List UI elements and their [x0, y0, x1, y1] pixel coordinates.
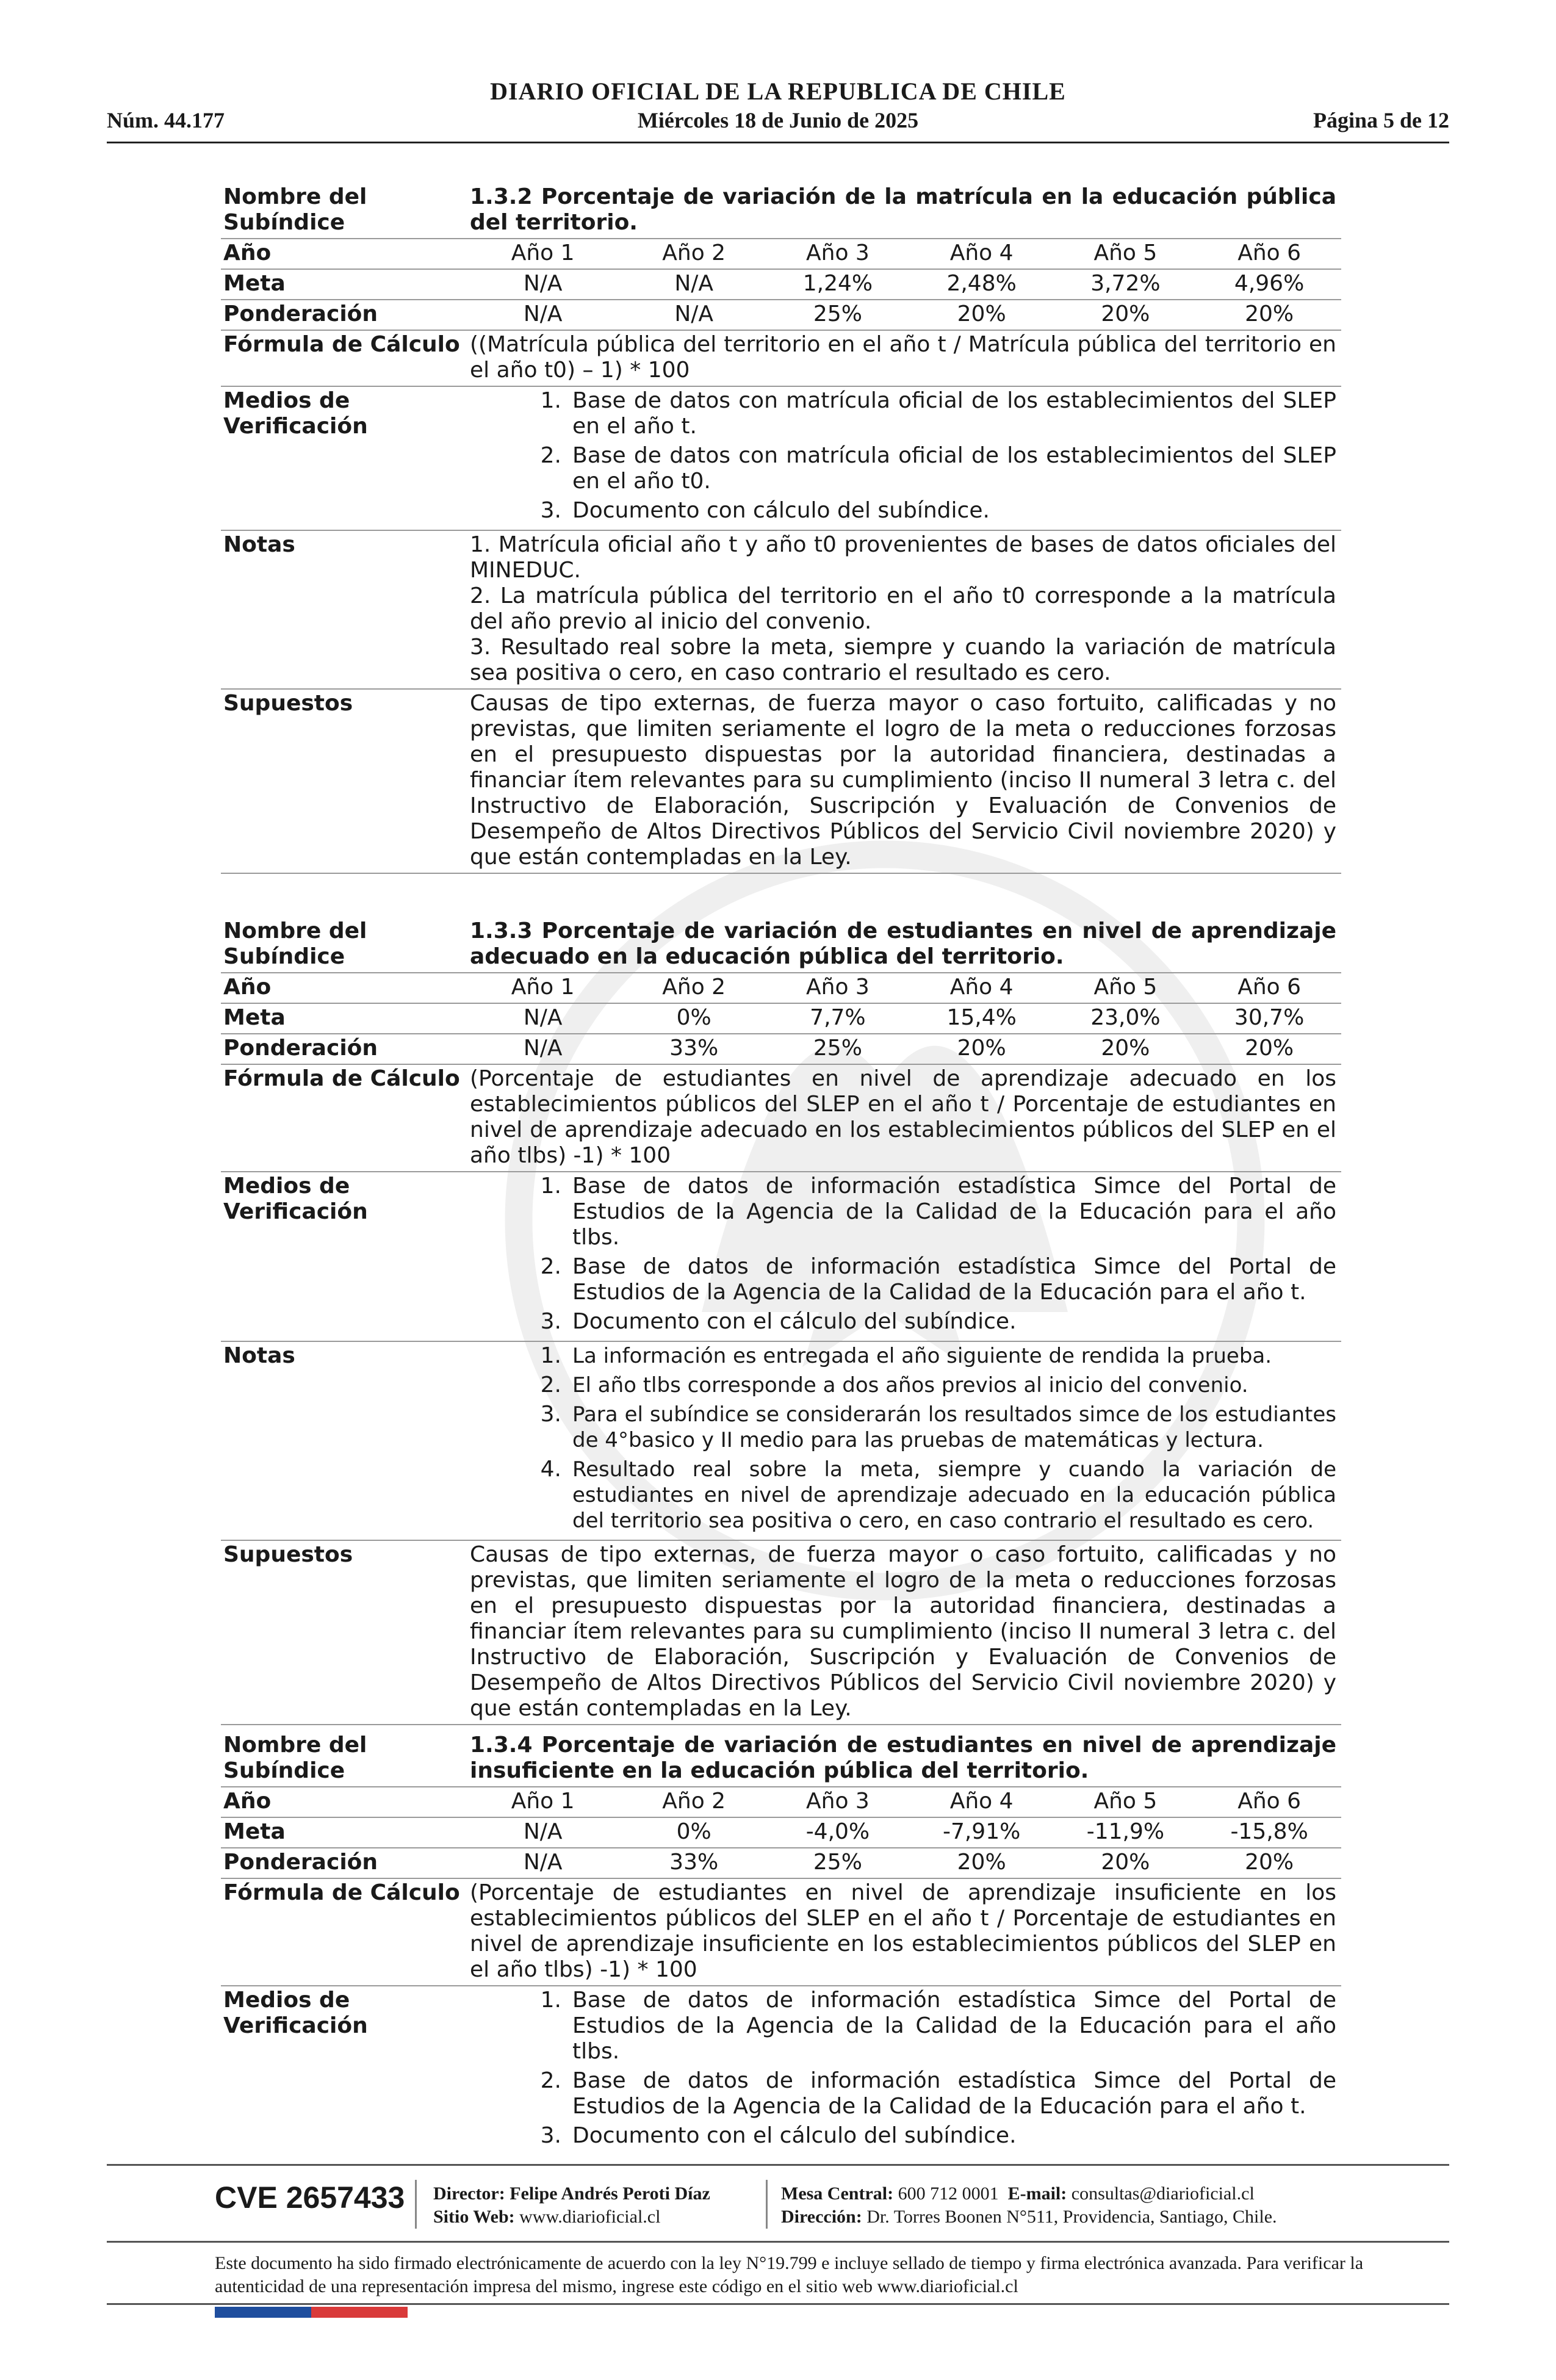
header-divider [107, 142, 1449, 143]
year-row [221, 1787, 1341, 1818]
footer-contact-right [781, 2182, 1277, 2229]
meta-cell: N/A [523, 1819, 563, 1844]
footer-contact-left [433, 2182, 710, 2229]
meta-cell: 4,96% [1234, 271, 1305, 296]
subindex-table-1-3-2 [221, 183, 1341, 874]
meta-cell: 2,48% [946, 271, 1017, 296]
subindex-name: 1.3.2 Porcentaje de variación de la matrícula en la educación pública del territorio. [470, 184, 1336, 235]
note-paragraph: 3. Resultado real sobre la meta, siempre y cuando la variación de matrícula sea positiva o cero, en caso contrario el resultado es cero. [470, 635, 1336, 685]
label-formula: Fórmula de Cálculo [223, 1880, 460, 1905]
weight-cell: 20% [1245, 1850, 1294, 1875]
list-item: 2. Base de datos de información estadística Simce del Portal de Estudios de la Agencia de la Calidad de la Educación para el año t. [540, 1254, 1336, 1305]
weight-cell: 20% [957, 1036, 1006, 1061]
year-cell: Año 4 [949, 1789, 1014, 1814]
address-text: Dr. Torres Boonen N°511, Providencia, Santiago, Chile. [866, 2207, 1277, 2227]
year-cell: Año 3 [806, 240, 870, 265]
weight-cell: 20% [1101, 1850, 1150, 1875]
formula-row [221, 1879, 1341, 1986]
flag-stripe-red [311, 2307, 408, 2318]
label-notes: Notas [223, 1343, 295, 1368]
year-cell: Año 1 [511, 1789, 575, 1814]
meta-cell: -4,0% [805, 1819, 870, 1844]
page-number: Página 5 de 12 [1313, 108, 1449, 132]
weight-row [221, 1848, 1341, 1879]
weight-cell: 20% [957, 301, 1006, 326]
year-cell: Año 5 [1093, 240, 1158, 265]
list-item: 4. Resultado real sobre la meta, siempre y cuando la variación de estudiantes en nivel de aprendizaje adecuado en la educación pública del territorio sea positiva o cero, en caso contrario el resultado es cero. [540, 1457, 1336, 1533]
notes-row [221, 531, 1341, 690]
weight-cell: 33% [669, 1036, 719, 1061]
label-verification: Medios de Verificación [223, 388, 368, 439]
label-formula: Fórmula de Cálculo [223, 332, 460, 357]
weight-cell: 25% [813, 301, 862, 326]
weight-cell: 33% [669, 1850, 719, 1875]
meta-row [221, 1004, 1341, 1034]
weight-cell: 25% [813, 1850, 862, 1875]
meta-cell: N/A [674, 271, 714, 296]
cve-code: CVE 2657433 [215, 2180, 405, 2215]
footer-divider [107, 2303, 1449, 2305]
label-name: Nombre del Subíndice [223, 184, 367, 235]
list-item: 2. Base de datos de información estadística Simce del Portal de Estudios de la Agencia de la Calidad de la Educación para el año t. [540, 2068, 1336, 2119]
year-cell: Año 5 [1093, 1789, 1158, 1814]
weight-row [221, 1034, 1341, 1065]
weight-cell: N/A [523, 301, 563, 326]
label-goal: Meta [223, 271, 286, 296]
meta-cell: 15,4% [946, 1005, 1017, 1030]
subindex-name: 1.3.4 Porcentaje de variación de estudiantes en nivel de aprendizaje insuficiente en la educación pública del territorio. [470, 1733, 1336, 1783]
list-item: 1. La información es entregada el año siguiente de rendida la prueba. [540, 1343, 1272, 1368]
web-link[interactable]: www.diarioficial.cl [519, 2207, 661, 2227]
notes-row [221, 1342, 1341, 1541]
list-item: 3. Documento con cálculo del subíndice. [540, 498, 990, 523]
address-label: Dirección: [781, 2207, 862, 2227]
label-goal: Meta [223, 1005, 286, 1030]
year-cell: Año 6 [1237, 240, 1302, 265]
meta-row [221, 1818, 1341, 1848]
list-item: 3. Documento con el cálculo del subíndice. [540, 1309, 1017, 1334]
label-assumptions: Supuestos [223, 691, 353, 716]
note-paragraph: 1. Matrícula oficial año t y año t0 provenientes de bases de datos oficiales del MINEDUC. [470, 532, 1336, 583]
verification-row [221, 387, 1341, 531]
name-row [221, 183, 1341, 239]
label-assumptions: Supuestos [223, 1542, 353, 1567]
meta-cell: 3,72% [1090, 271, 1161, 296]
footer-separator [766, 2180, 768, 2229]
page-header [107, 72, 1449, 145]
assumptions-text: Causas de tipo externas, de fuerza mayor o caso fortuito, calificadas y no previstas, que limiten seriamente el logro de la meta o reducciones forzosas en el presupuesto dispuestas por la autoridad financiera, destinadas a financiar ítem relevantes para su cumplimiento (inciso II numeral 3 letra c. del Instructivo de Elaboración, Suscripción y Evaluación de Convenios de Desempeño de Altos Directivos Públicos del Servicio Civil noviembre 2020) y que están contempladas en la Ley. [470, 691, 1336, 870]
subindex-table-1-3-3 [221, 917, 1341, 1725]
label-weight: Ponderación [223, 301, 378, 326]
label-name: Nombre del Subíndice [223, 1733, 367, 1783]
issue-date: Miércoles 18 de Junio de 2025 [637, 108, 919, 132]
year-cell: Año 1 [511, 975, 575, 1000]
label-weight: Ponderación [223, 1850, 378, 1875]
weight-cell: N/A [523, 1850, 563, 1875]
year-cell: Año 4 [949, 240, 1014, 265]
flag-stripe-blue [215, 2307, 311, 2318]
weight-row [221, 300, 1341, 331]
label-goal: Meta [223, 1819, 286, 1844]
label-verification: Medios de Verificación [223, 1988, 368, 2038]
year-cell: Año 2 [662, 240, 726, 265]
meta-cell: 7,7% [810, 1005, 866, 1030]
weight-cell: 20% [957, 1850, 1006, 1875]
name-row [221, 1731, 1341, 1787]
weight-cell: N/A [523, 1036, 563, 1061]
year-cell: Año 5 [1093, 975, 1158, 1000]
formula-text: (Porcentaje de estudiantes en nivel de aprendizaje insuficiente en los establecimientos públicos del SLEP en el año t / Porcentaje de estudiantes en nivel de aprendizaje insuficiente en los establecimientos públicos del SLEP en el año tlbs) -1) * 100 [470, 1880, 1336, 1982]
meta-cell: -7,91% [942, 1819, 1021, 1844]
web-label: Sitio Web: [433, 2207, 515, 2227]
label-formula: Fórmula de Cálculo [223, 1066, 460, 1091]
phone-label: Mesa Central: [781, 2183, 894, 2204]
weight-cell: 20% [1101, 1036, 1150, 1061]
year-cell: Año 4 [949, 975, 1014, 1000]
director-name: Felipe Andrés Peroti Díaz [510, 2183, 710, 2204]
subindex-name: 1.3.3 Porcentaje de variación de estudiantes en nivel de aprendizaje adecuado en la educación pública del territorio. [470, 918, 1336, 969]
newspaper-title: DIARIO OFICIAL DE LA REPUBLICA DE CHILE [490, 78, 1066, 105]
list-item: 1. Base de datos de información estadística Simce del Portal de Estudios de la Agencia de la Calidad de la Educación para el año tlbs. [540, 1174, 1336, 1250]
name-row [221, 917, 1341, 973]
director-label: Director: [433, 2183, 505, 2204]
assumptions-text: Causas de tipo externas, de fuerza mayor o caso fortuito, calificadas y no previstas, que limiten seriamente el logro de la meta o reducciones forzosas en el presupuesto dispuestas por la autoridad financiera, destinadas a financiar ítem relevantes para su cumplimiento (inciso II numeral 3 letra c. del Instructivo de Elaboración, Suscripción y Evaluación de Convenios de Desempeño de Altos Directivos Públicos del Servicio Civil noviembre 2020) y que están contempladas en la Ley. [470, 1542, 1336, 1721]
label-name: Nombre del Subíndice [223, 918, 367, 969]
subindex-table-1-3-4 [221, 1731, 1341, 2155]
meta-cell: N/A [523, 271, 563, 296]
meta-cell: 30,7% [1234, 1005, 1305, 1030]
weight-cell: 20% [1245, 1036, 1294, 1061]
year-cell: Año 3 [806, 1789, 870, 1814]
label-year: Año [223, 240, 272, 265]
phone-number: 600 712 0001 [898, 2183, 999, 2204]
year-cell: Año 3 [806, 975, 870, 1000]
weight-cell: 25% [813, 1036, 862, 1061]
label-weight: Ponderación [223, 1036, 378, 1061]
footer-divider [107, 2241, 1449, 2243]
label-year: Año [223, 975, 272, 1000]
weight-cell: 20% [1101, 301, 1150, 326]
list-item: 3. Documento con el cálculo del subíndice. [540, 2123, 1017, 2148]
label-verification: Medios de Verificación [223, 1174, 368, 1224]
meta-row [221, 270, 1341, 300]
assumptions-row [221, 690, 1341, 874]
year-cell: Año 6 [1237, 1789, 1302, 1814]
formula-text: ((Matrícula pública del territorio en el año t / Matrícula pública del territorio en el año t0) – 1) * 100 [470, 332, 1336, 383]
legal-notice: Este documento ha sido firmado electrónicamente de acuerdo con la ley N°19.799 e incluye sellado de tiempo y firma electrónica avanzada. Para verificar la autenticidad de una representación impresa del mismo, ingrese este código en el sitio web www.diarioficial.cl [215, 2253, 1364, 2296]
formula-row [221, 331, 1341, 387]
formula-text: (Porcentaje de estudiantes en nivel de aprendizaje adecuado en los establecimientos públicos del SLEP en el año t / Porcentaje de estudiantes en nivel de aprendizaje adecuado en los establecimientos públicos del SLEP en el año tlbs) -1) * 100 [470, 1066, 1336, 1168]
verification-row [221, 1172, 1341, 1342]
meta-cell: 0% [676, 1819, 711, 1844]
label-year: Año [223, 1789, 272, 1814]
year-cell: Año 1 [511, 240, 575, 265]
label-notes: Notas [223, 532, 295, 557]
year-cell: Año 2 [662, 975, 726, 1000]
weight-cell: 20% [1245, 301, 1294, 326]
list-item: 1. Base de datos con matrícula oficial de los establecimientos del SLEP en el año t. [540, 388, 1336, 439]
footer-divider [107, 2164, 1449, 2166]
year-row [221, 239, 1341, 270]
list-item: 3. Para el subíndice se considerarán los resultados simce de los estudiantes de 4°basico y II medio para las pruebas de matemáticas y lectura. [540, 1402, 1336, 1452]
meta-cell: N/A [523, 1005, 563, 1030]
meta-cell: 23,0% [1090, 1005, 1161, 1030]
list-item: 2. Base de datos con matrícula oficial de los establecimientos del SLEP en el año t0. [540, 443, 1336, 494]
meta-cell: 1,24% [802, 271, 873, 296]
meta-cell: -15,8% [1230, 1819, 1308, 1844]
formula-row [221, 1065, 1341, 1172]
footer-separator [415, 2180, 417, 2229]
weight-cell: N/A [674, 301, 714, 326]
list-item: 2. El año tlbs corresponde a dos años previos al inicio del convenio. [540, 1372, 1248, 1397]
email-label: E-mail: [1007, 2183, 1067, 2204]
meta-cell: 0% [676, 1005, 711, 1030]
issue-number: Núm. 44.177 [107, 108, 225, 132]
email-link[interactable]: consultas@diarioficial.cl [1071, 2183, 1255, 2204]
year-row [221, 973, 1341, 1004]
year-cell: Año 2 [662, 1789, 726, 1814]
verification-row [221, 1986, 1341, 2155]
list-item: 1. Base de datos de información estadística Simce del Portal de Estudios de la Agencia de la Calidad de la Educación para el año tlbs. [540, 1988, 1336, 2064]
note-paragraph: 2. La matrícula pública del territorio en el año t0 corresponde a la matrícula del año previo al inicio del convenio. [470, 583, 1336, 634]
assumptions-row [221, 1541, 1341, 1725]
year-cell: Año 6 [1237, 975, 1302, 1000]
meta-cell: -11,9% [1086, 1819, 1165, 1844]
